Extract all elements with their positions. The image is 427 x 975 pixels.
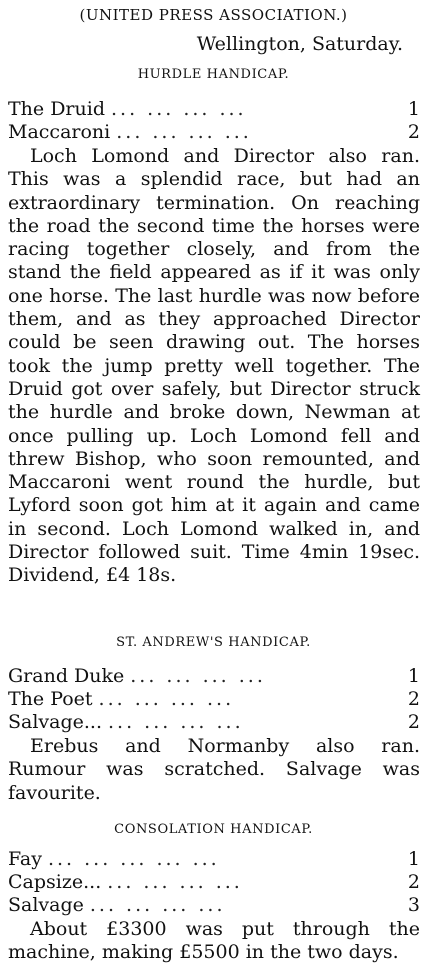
result-row <box>8 121 420 144</box>
result-row <box>8 711 420 734</box>
leader-dots: ... ... ... ... <box>111 98 247 120</box>
placing: 2 <box>407 871 420 893</box>
placing: 2 <box>407 711 420 733</box>
result-row <box>8 688 420 711</box>
placing: 1 <box>407 848 420 870</box>
leader-dots: ... ... ... ... <box>130 665 266 687</box>
horse-name: Maccaroni <box>8 121 111 143</box>
race-report-hurdle <box>8 145 420 588</box>
result-row <box>8 98 420 121</box>
results-hurdle <box>8 98 420 144</box>
placing: 2 <box>407 121 420 143</box>
placing: 3 <box>407 894 420 916</box>
report-text: Loch Lomond and Director also ran. This was a splendid race, but had an extraordinary termination. On reaching the road the second time the horses were racing together closely, and from the stand the field appeared as if it was only one horse. The last hurdle was now before them, and as they approached Director could be seen drawing out. The horses took the jump pretty well together. The Druid got over safely, but Director struck the hurdle and broke down, Newman at once pulling up. Loch Lomond fell and threw Bishop, who soon remounted, and Maccaroni went round the hurdle, but Lyford soon got him at it again and came in second. Loch Lomond walked in, and Director followed suit. Time 4min 19sec. Dividend, £4 18s. <box>8 145 420 587</box>
leader-dots: ... ... ... ... <box>108 711 244 733</box>
result-row <box>8 665 420 688</box>
horse-name: The Poet <box>8 688 93 710</box>
result-row <box>8 871 420 894</box>
leader-dots: ... ... ... ... <box>116 121 252 143</box>
placing: 1 <box>407 98 420 120</box>
report-text: About £3300 was put through the machine, making £5500 in the two days. <box>8 918 420 964</box>
horse-name: Fay <box>8 848 42 870</box>
race-heading-st-andrews: ST. ANDREW'S HANDICAP. <box>116 635 311 650</box>
results-st-andrews <box>8 665 420 734</box>
dateline: Wellington, Saturday. <box>196 33 403 55</box>
horse-name: The Druid <box>8 98 105 120</box>
result-row <box>8 894 420 917</box>
race-heading-hurdle: HURDLE HANDICAP. <box>137 67 290 82</box>
horse-name: Grand Duke <box>8 665 125 687</box>
horse-name: Capsize... <box>8 871 102 893</box>
leader-dots: ... ... ... ... <box>107 871 243 893</box>
results-consolation <box>8 848 420 917</box>
horse-name: Salvage... <box>8 711 103 733</box>
report-text: Erebus and Normanby also ran. Rumour was scratched. Salvage was favourite. <box>8 735 420 804</box>
leader-dots: ... ... ... ... ... <box>47 848 220 870</box>
race-heading-consolation: CONSOLATION HANDICAP. <box>114 822 313 837</box>
placing: 1 <box>407 665 420 687</box>
horse-name: Salvage <box>8 894 84 916</box>
race-report-consolation <box>8 918 420 965</box>
leader-dots: ... ... ... ... <box>98 688 235 710</box>
placing: 2 <box>407 688 420 710</box>
news-agency-credit: (UNITED PRESS ASSOCIATION.) <box>79 6 348 24</box>
race-report-st-andrews <box>8 735 420 805</box>
result-row <box>8 848 420 871</box>
leader-dots: ... ... ... ... <box>89 894 226 916</box>
